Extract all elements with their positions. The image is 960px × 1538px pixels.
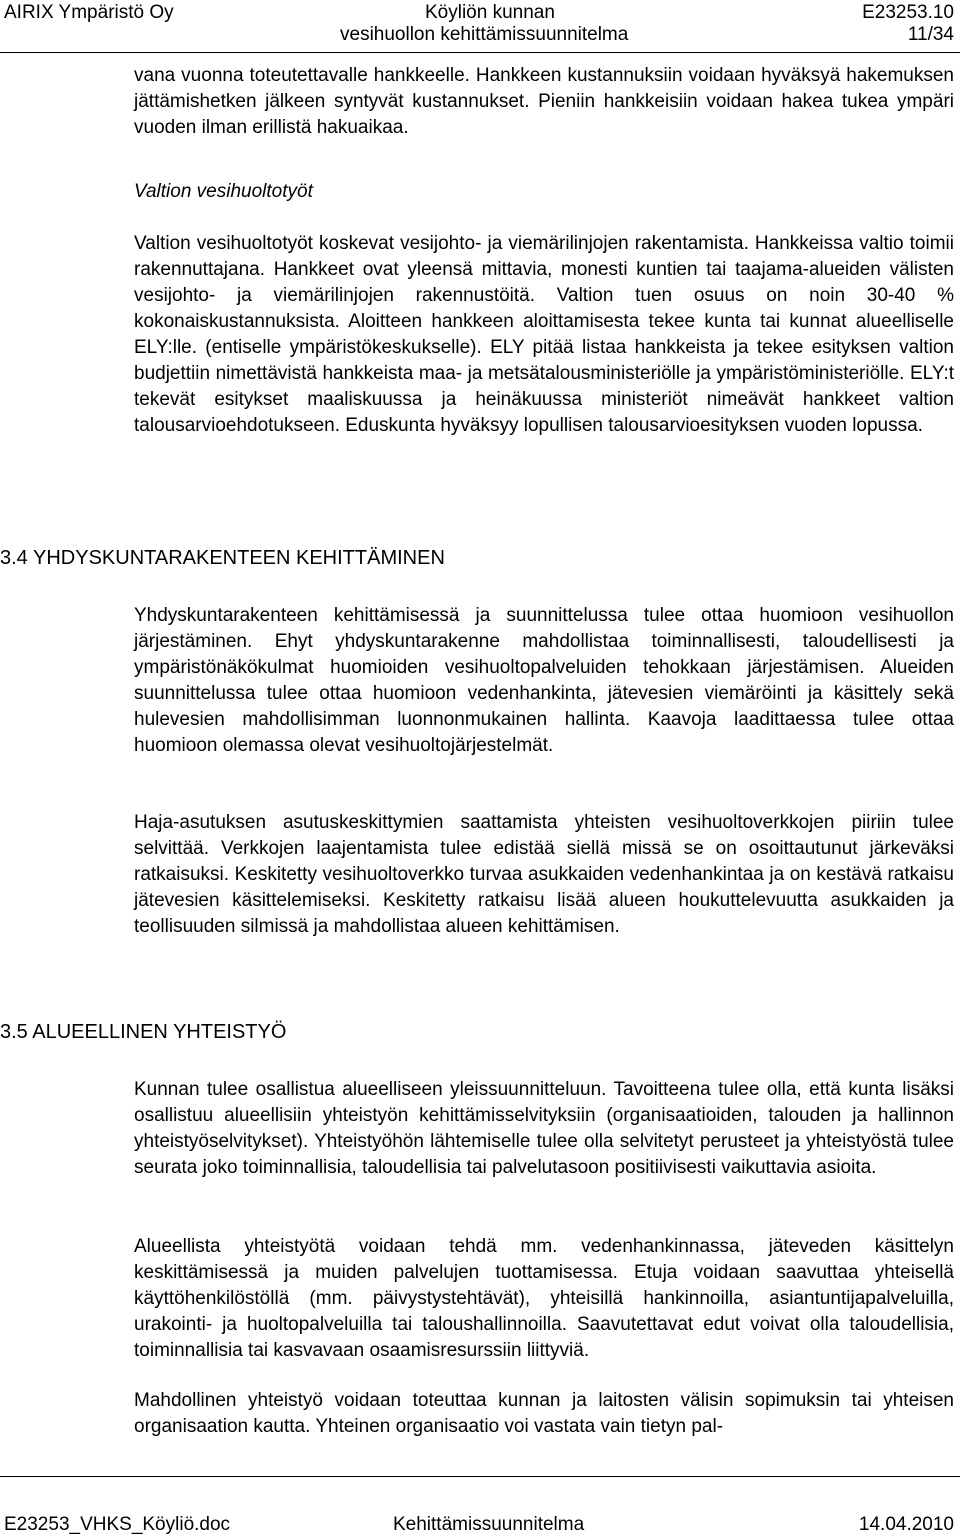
paragraph-3-5-b: Alueellista yhteistyötä voidaan tehdä mm. vedenhankinnassa, jäteveden käsittelyn keskittämisessä ja muiden palvelujen tuottamisessa. Etuja voidaan saavuttaa yhteisellä käyttöhenkilöstöllä (mm. päivystystehtävät), yhteisillä hankinnoilla, asiantuntijapalveluilla, urakointi- ja huoltopalveluilla tai taloushallinnoilla. Saavutettavat edut voivat olla taloudellisia, toiminnallisia tai kasvavaan osaamisresurssiin liittyviä. [134,1236,954,1361]
footer-filename: E23253_VHKS_Köyliö.doc [4,1514,231,1535]
footer-date: 14.04.2010 [858,1514,954,1535]
header-divider [0,52,960,53]
paragraph-valtion-vesihuoltotyot: Valtion vesihuoltotyöt koskevat vesijohto- ja viemärilinjojen rakentamista. Hankkeissa valtio toimii rakennuttajana. Hankkeet ovat yleensä mittavia, monesti kuntien tai taajama-alueiden välisten vesijohto- ja viemärilinjojen rakennustöitä. Valtion tuen osuus on noin 30-40 % kokonaiskustannuksista. Aloitteen hankkeen aloittamisesta tekee kunta tai kunnat alueelliselle ELY:lle. (entiselle ympäristökeskukselle). ELY pitää listaa hankkeista ja tekee esityksen valtion budjettiin nimettävistä hankkeista maa- ja metsätalousministeriölle ja ympäristöministeriölle. ELY:t tekevät esitykset maaliskuussa ja heinäkuussa ministeriöt nimeävät hankkeet valtion talousarvioehdotukseen. Eduskunta hyväksyy lopullisen talousarvioesityksen vuoden lopussa. [134,233,954,436]
paragraph-3-5-a: Kunnan tulee osallistua alueelliseen yleissuunnitteluun. Tavoitteena tulee olla, että kunta lisäksi osallistuu alueellisiin yhteistyön kehittämisselvityksiin (organisaatioiden, talouden ja hallinnon yhteistyöselvitykset). Yhteistyöhön lähtemiselle tulee olla selvitetyt perusteet ja yhteistyöstä tulee seurata joko toiminnallisia, taloudellisia tai palvelutasoon positiivisesti vaikuttavia asioita. [134,1079,954,1178]
header-company: AIRIX Ympäristö Oy [4,2,174,23]
paragraph-3-5-c: Mahdollinen yhteistyö voidaan toteuttaa kunnan ja laitosten välisin sopimuksin tai yhteisen organisaation kautta. Yhteinen organisaatio voi vastata vain tietyn pal- [134,1390,954,1437]
paragraph-3-4-b: Haja-asutuksen asutuskeskittymien saattamista yhteisten vesihuoltoverkkojen piiriin tulee selvittää. Verkkojen laajentamista tulee edistää siellä missä se on osoittautunut järkeväksi ratkaisuksi. Keskitetty vesihuoltoverkko turvaa asukkaiden vedenhankintaa ja on kestävä ratkaisu jätevesien käsittelemiseksi. Keskitetty ratkaisu lisää alueen houkuttelevuutta asukkaiden ja teollisuuden silmissä ja mahdollistaa alueen kehittämisen. [134,812,954,937]
paragraph-3-4-a: Yhdyskuntarakenteen kehittämisessä ja suunnittelussa tulee ottaa huomioon vesihuollon järjestäminen. Ehyt yhdyskuntarakenne mahdollistaa toiminnallisesti, taloudellisesti ja ympäristönäkökulmat huomioiden vesihuoltopalveluiden tehokkaan järjestämisen. Alueiden suunnittelussa tulee ottaa huomioon vedenhankinta, jätevesien viemäröinti ja käsittely sekä hulevesien mahdollisimman luonnonmukainen hallinta. Kaavoja laadittaessa tulee ottaa huomioon olemassa olevat vesihuoltojärjestelmät. [134,605,954,756]
footer-divider [0,1476,960,1477]
subheading-valtion-vesihuoltotyot: Valtion vesihuoltotyöt [134,181,313,202]
paragraph-intro: vana vuonna toteutettavalle hankkeelle. Hankkeen kustannuksiin voidaan hyväksyä hakemuksen jättämishetken jälkeen syntyvät kustannukset. Pieniin hankkeisiin voidaan hakea tukea ympäri vuoden ilman erillistä hakuaikaa. [134,65,954,138]
header-document-title: vesihuollon kehittämissuunnitelma [340,24,629,45]
footer-document-type: Kehittämissuunnitelma [393,1514,585,1535]
header-page-number: 11/34 [907,24,954,45]
header-municipality: Köyliön kunnan [425,2,555,23]
section-heading-3-4: 3.4 YHDYSKUNTARAKENTEEN KEHITTÄMINEN [0,547,445,569]
section-heading-3-5: 3.5 ALUEELLINEN YHTEISTYÖ [0,1021,287,1043]
header-project-code: E23253.10 [862,2,954,23]
